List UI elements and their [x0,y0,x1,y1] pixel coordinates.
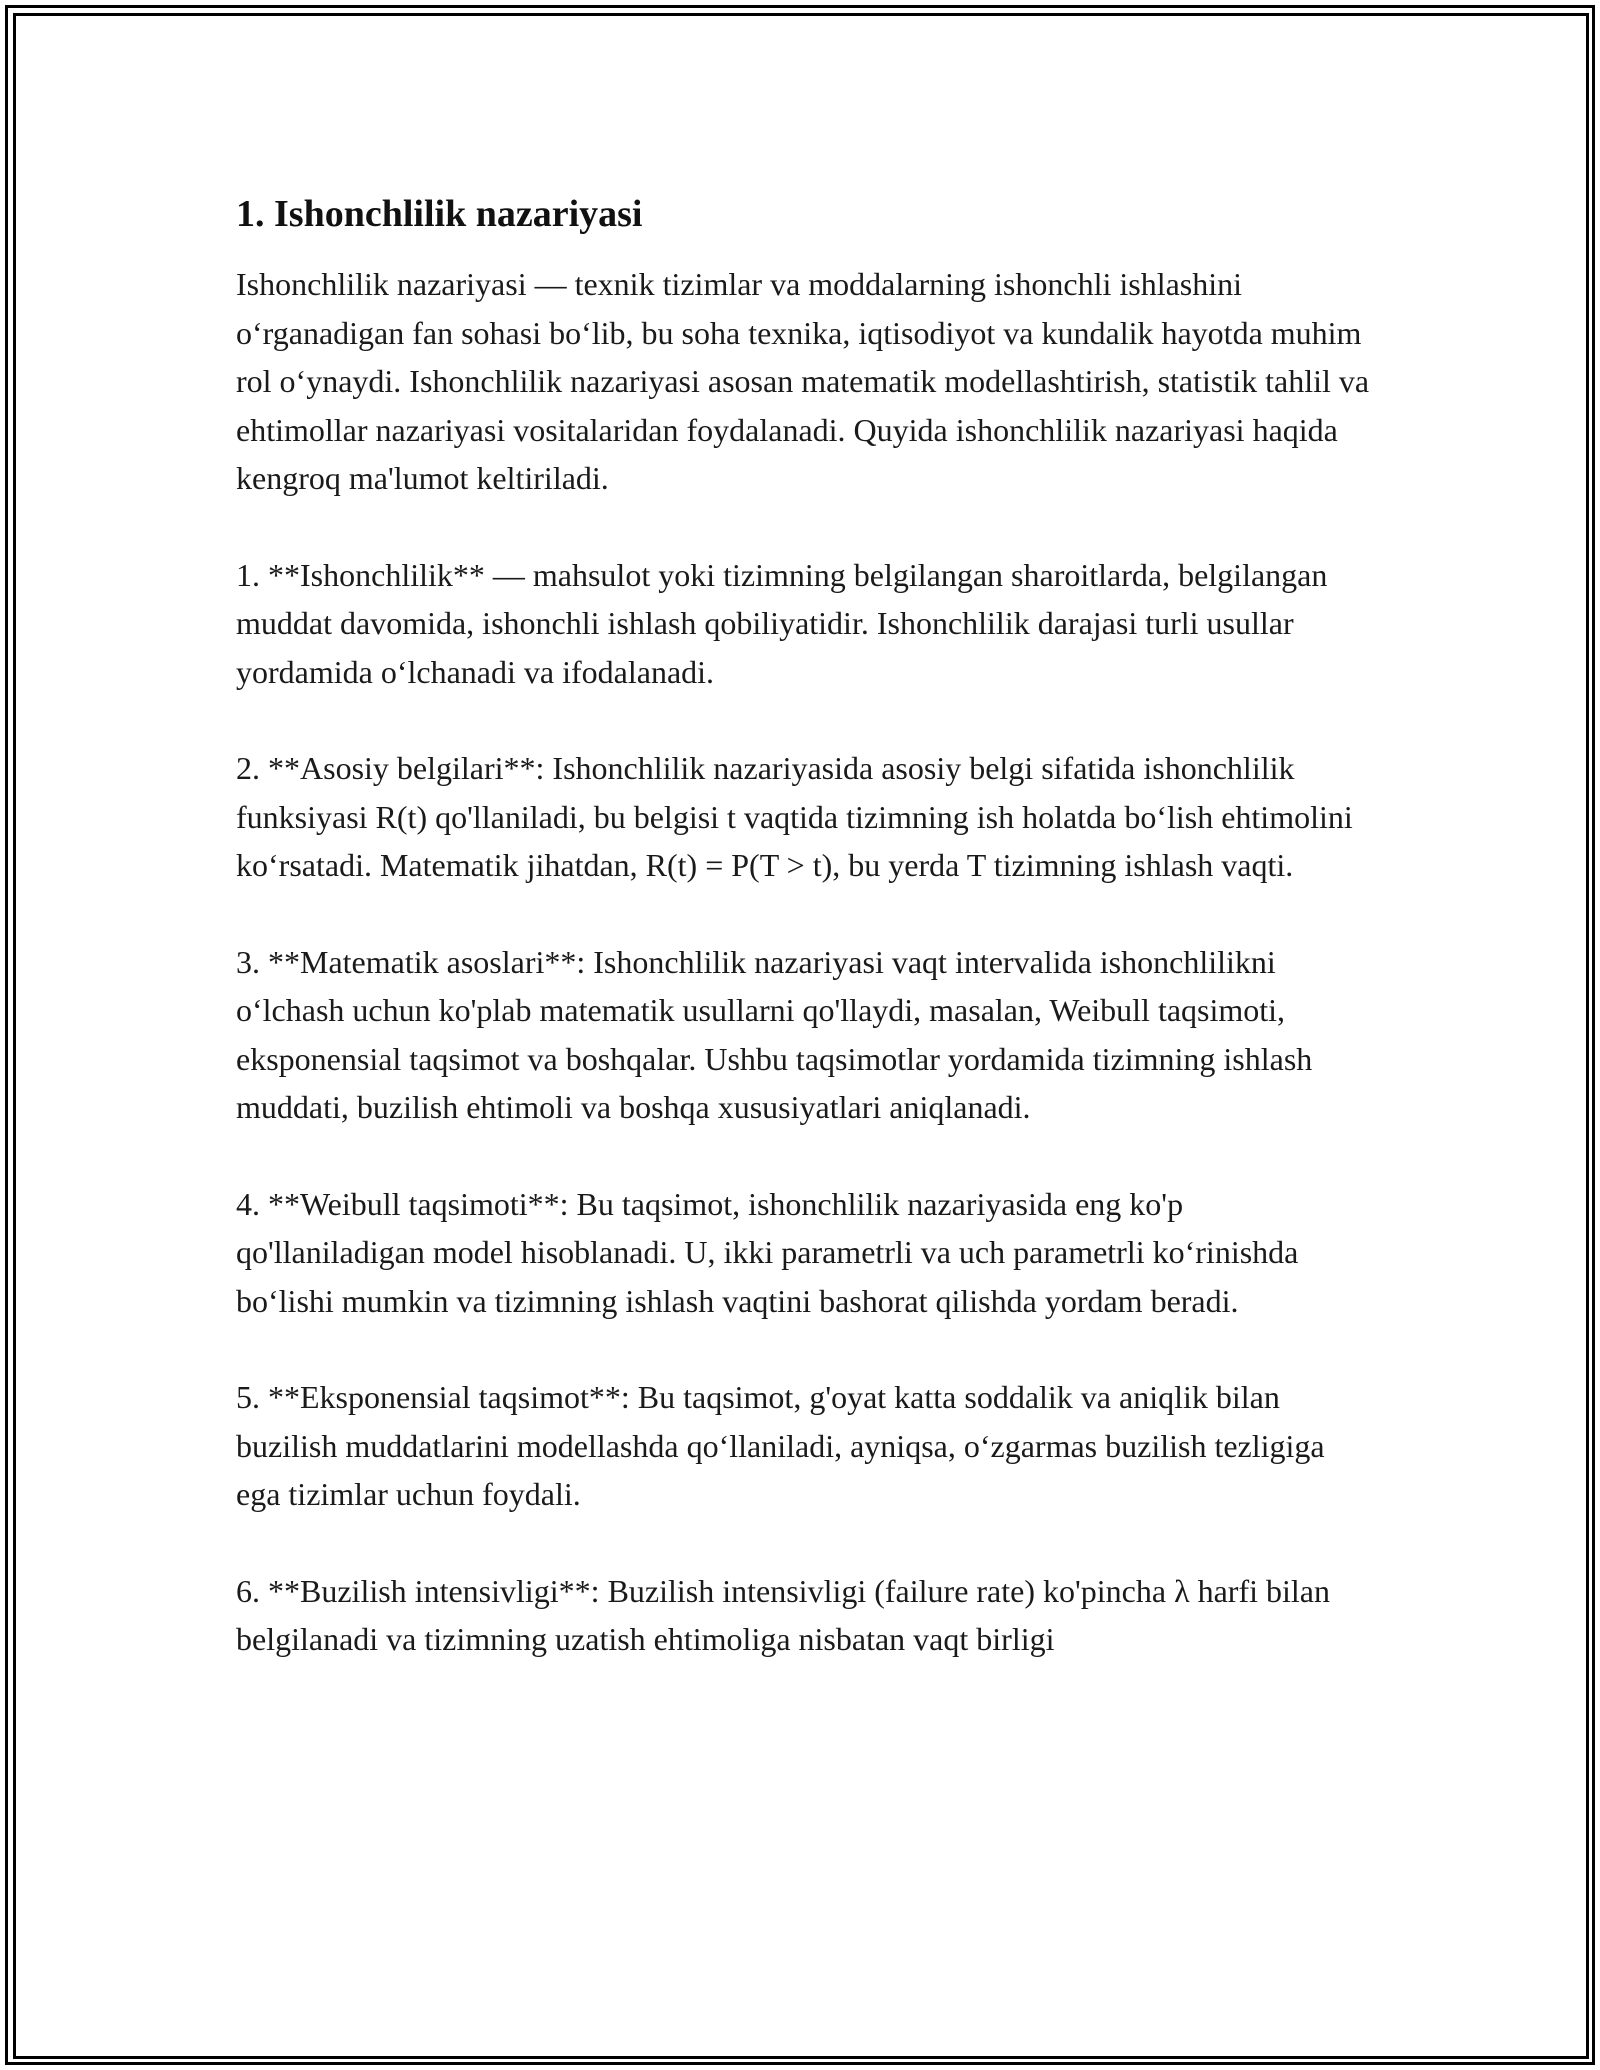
document-title: 1. Ishonchlilik nazariyasi [236,193,643,235]
paragraph-ishonchlilik: 1. **Ishonchlilik** — mahsulot yoki tizimning belgilangan sharoitlarda, belgilangan muddat davomida, ishonchli ishlash qobiliyatidir. Ishonchlilik darajasi turli usullar yordamida o‘lchanadi va ifodalanadi. [236,556,1328,690]
page-content [236,190,1376,1664]
paragraph-asosiy-belgilari: 2. **Asosiy belgilari**: Ishonchlilik nazariyasida asosiy belgi sifatida ishonchlilik funksiyasi R(t) qo'llaniladi, bu belgisi t vaqtida tizimning ish holatda bo‘lish ehtimolini ko‘rsatadi. Matematik jihatdan, R(t) = P(T > t), bu yerda T tizimning ishlash vaqti. [236,750,1353,883]
paragraph-matematik-asoslari: 3. **Matematik asoslari**: Ishonchlilik nazariyasi vaqt intervalida ishonchlilikni o‘lchash uchun ko'plab matematik usullarni qo'llaydi, masalan, Weibull taqsimoti, eksponensial taqsimot va boshqalar. Ushbu taqsimotlar yordamida tizimning ishlash muddati, buzilish ehtimoli va boshqa xususiyatlari aniqlanadi. [236,943,1313,1125]
paragraph-weibull-taqsimoti: 4. **Weibull taqsimoti**: Bu taqsimot, ishonchlilik nazariyasida eng ko'p qo'llaniladigan model hisoblanadi. U, ikki parametrli va uch parametrli ko‘rinishda bo‘lishi mumkin va tizimning ishlash vaqtini bashorat qilishda yordam beradi. [236,1185,1299,1319]
paragraph-eksponensial-taqsimot: 5. **Eksponensial taqsimot**: Bu taqsimot, g'oyat katta soddalik va aniqlik bilan buzilish muddatlarini modellashda qo‘llaniladi, ayniqsa, o‘zgarmas buzilish tezligiga ega tizimlar uchun foydali. [236,1379,1325,1512]
paragraph-buzilish-intensivligi: 6. **Buzilish intensivligi**: Buzilish intensivligi (failure rate) ko'pincha λ harfi bilan belgilanadi va tizimning uzatish ehtimoliga nisbatan vaqt birligi [236,1572,1330,1657]
intro-paragraph: Ishonchlilik nazariyasi — texnik tizimlar va moddalarning ishonchli ishlashini o‘rganadigan fan sohasi bo‘lib, bu soha texnika, iqtisodiyot va kundalik hayotda muhim rol o‘ynaydi. Ishonchlilik nazariyasi asosan matematik modellashtirish, statistik tahlil va ehtimollar nazariyasi vositalaridan foydalanadi. Quyida ishonchlilik nazariyasi haqida kengroq ma'lumot keltiriladi. [236,266,1370,496]
